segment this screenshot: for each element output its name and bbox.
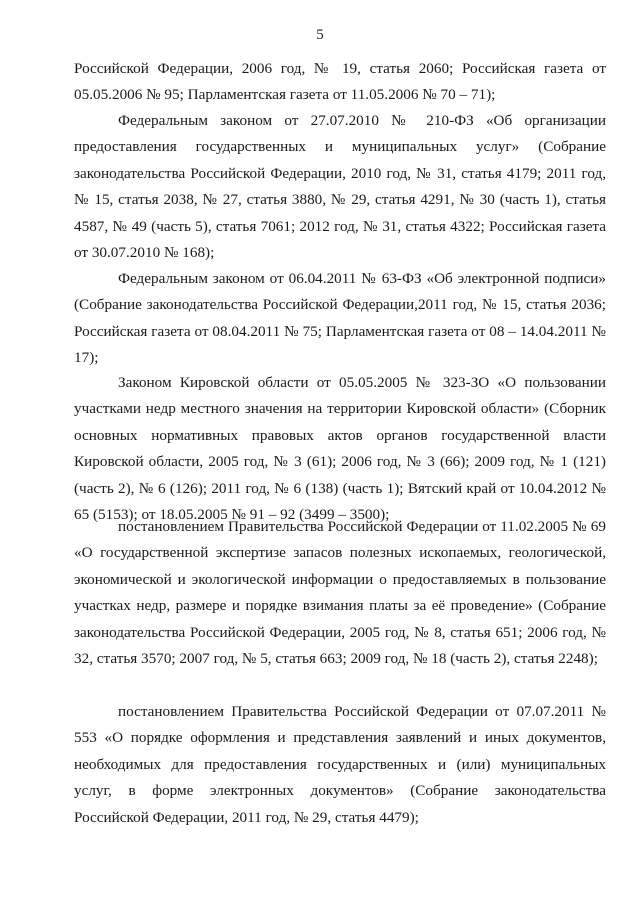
paragraph-federal-law-210fz: Федеральным законом от 27.07.2010 № 210-ФЗ «Об организации предоставления государственных и муниципальных услуг» (Собрание законодательства Российской Федерации, 2010 год, № 31, статья 4179; 2011 год, № 15, статья 2038, № 27, статья 3880, № 29, статья 4291, № 30 (часть 1), статья 4587, № 49 (часть 5), статья 7061; 2012 год, № 31, статья 4322; Российская газета от 30.07.2010 № 168); bbox=[74, 112, 606, 262]
paragraph-government-resolution-69: постановлением Правительства Российской Федерации от 11.02.2005 № 69 «О государственной экспертизе запасов полезных ископаемых, геологической, экономической и экологической информации о предоставляемых в пользование участках недр, размере и порядке взимания платы за её проведение» (Собрание законодательства Российской Федерации, 2005 год, № 8, статья 651; 2006 год, № 32, статья 3570; 2007 год, № 5, статья 663; 2009 год, № 18 (часть 2), статья 2248); bbox=[74, 518, 606, 668]
paragraph-continuation: Российской Федерации, 2006 год, № 19, статья 2060; Российская газета от 05.05.2006 № 95; Парламентская газета от 11.05.2006 № 70 – 71); bbox=[74, 60, 606, 104]
paragraph-federal-law-63fz: Федеральным законом от 06.04.2011 № 63-ФЗ «Об электронной подписи» (Собрание законодательства Российской Федерации,2011 год, № 15, статья 2036; Российская газета от 08.04.2011 № 75; Парламентская газета от 08 – 14.04.2011 № 17); bbox=[74, 270, 606, 367]
page-number: 5 bbox=[316, 27, 324, 43]
paragraph-government-resolution-553: постановлением Правительства Российской Федерации от 07.07.2011 № 553 «О порядке оформления и представления заявлений и иных документов, необходимых для предоставления государственных и (или) муниципальных услуг, в форме электронных документов» (Собрание законодательства Российской Федерации, 2011 год, № 29, статья 4479); bbox=[74, 703, 606, 826]
paragraph-kirov-law-323zo: Законом Кировской области от 05.05.2005 № 323-ЗО «О пользовании участками недр местного значения на территории Кировской области» (Сборник основных нормативных правовых актов органов государственной власти Кировской области, 2005 год, № 3 (61); 2006 год, № 3 (66); 2009 год, № 1 (121) (часть 2), № 6 (126); 2011 год, № 6 (138) (часть 1); Вятский край от 10.04.2012 № 65 (5153); от 18.05.2005 № 91 – 92 (3499 – 3500); bbox=[74, 374, 606, 524]
